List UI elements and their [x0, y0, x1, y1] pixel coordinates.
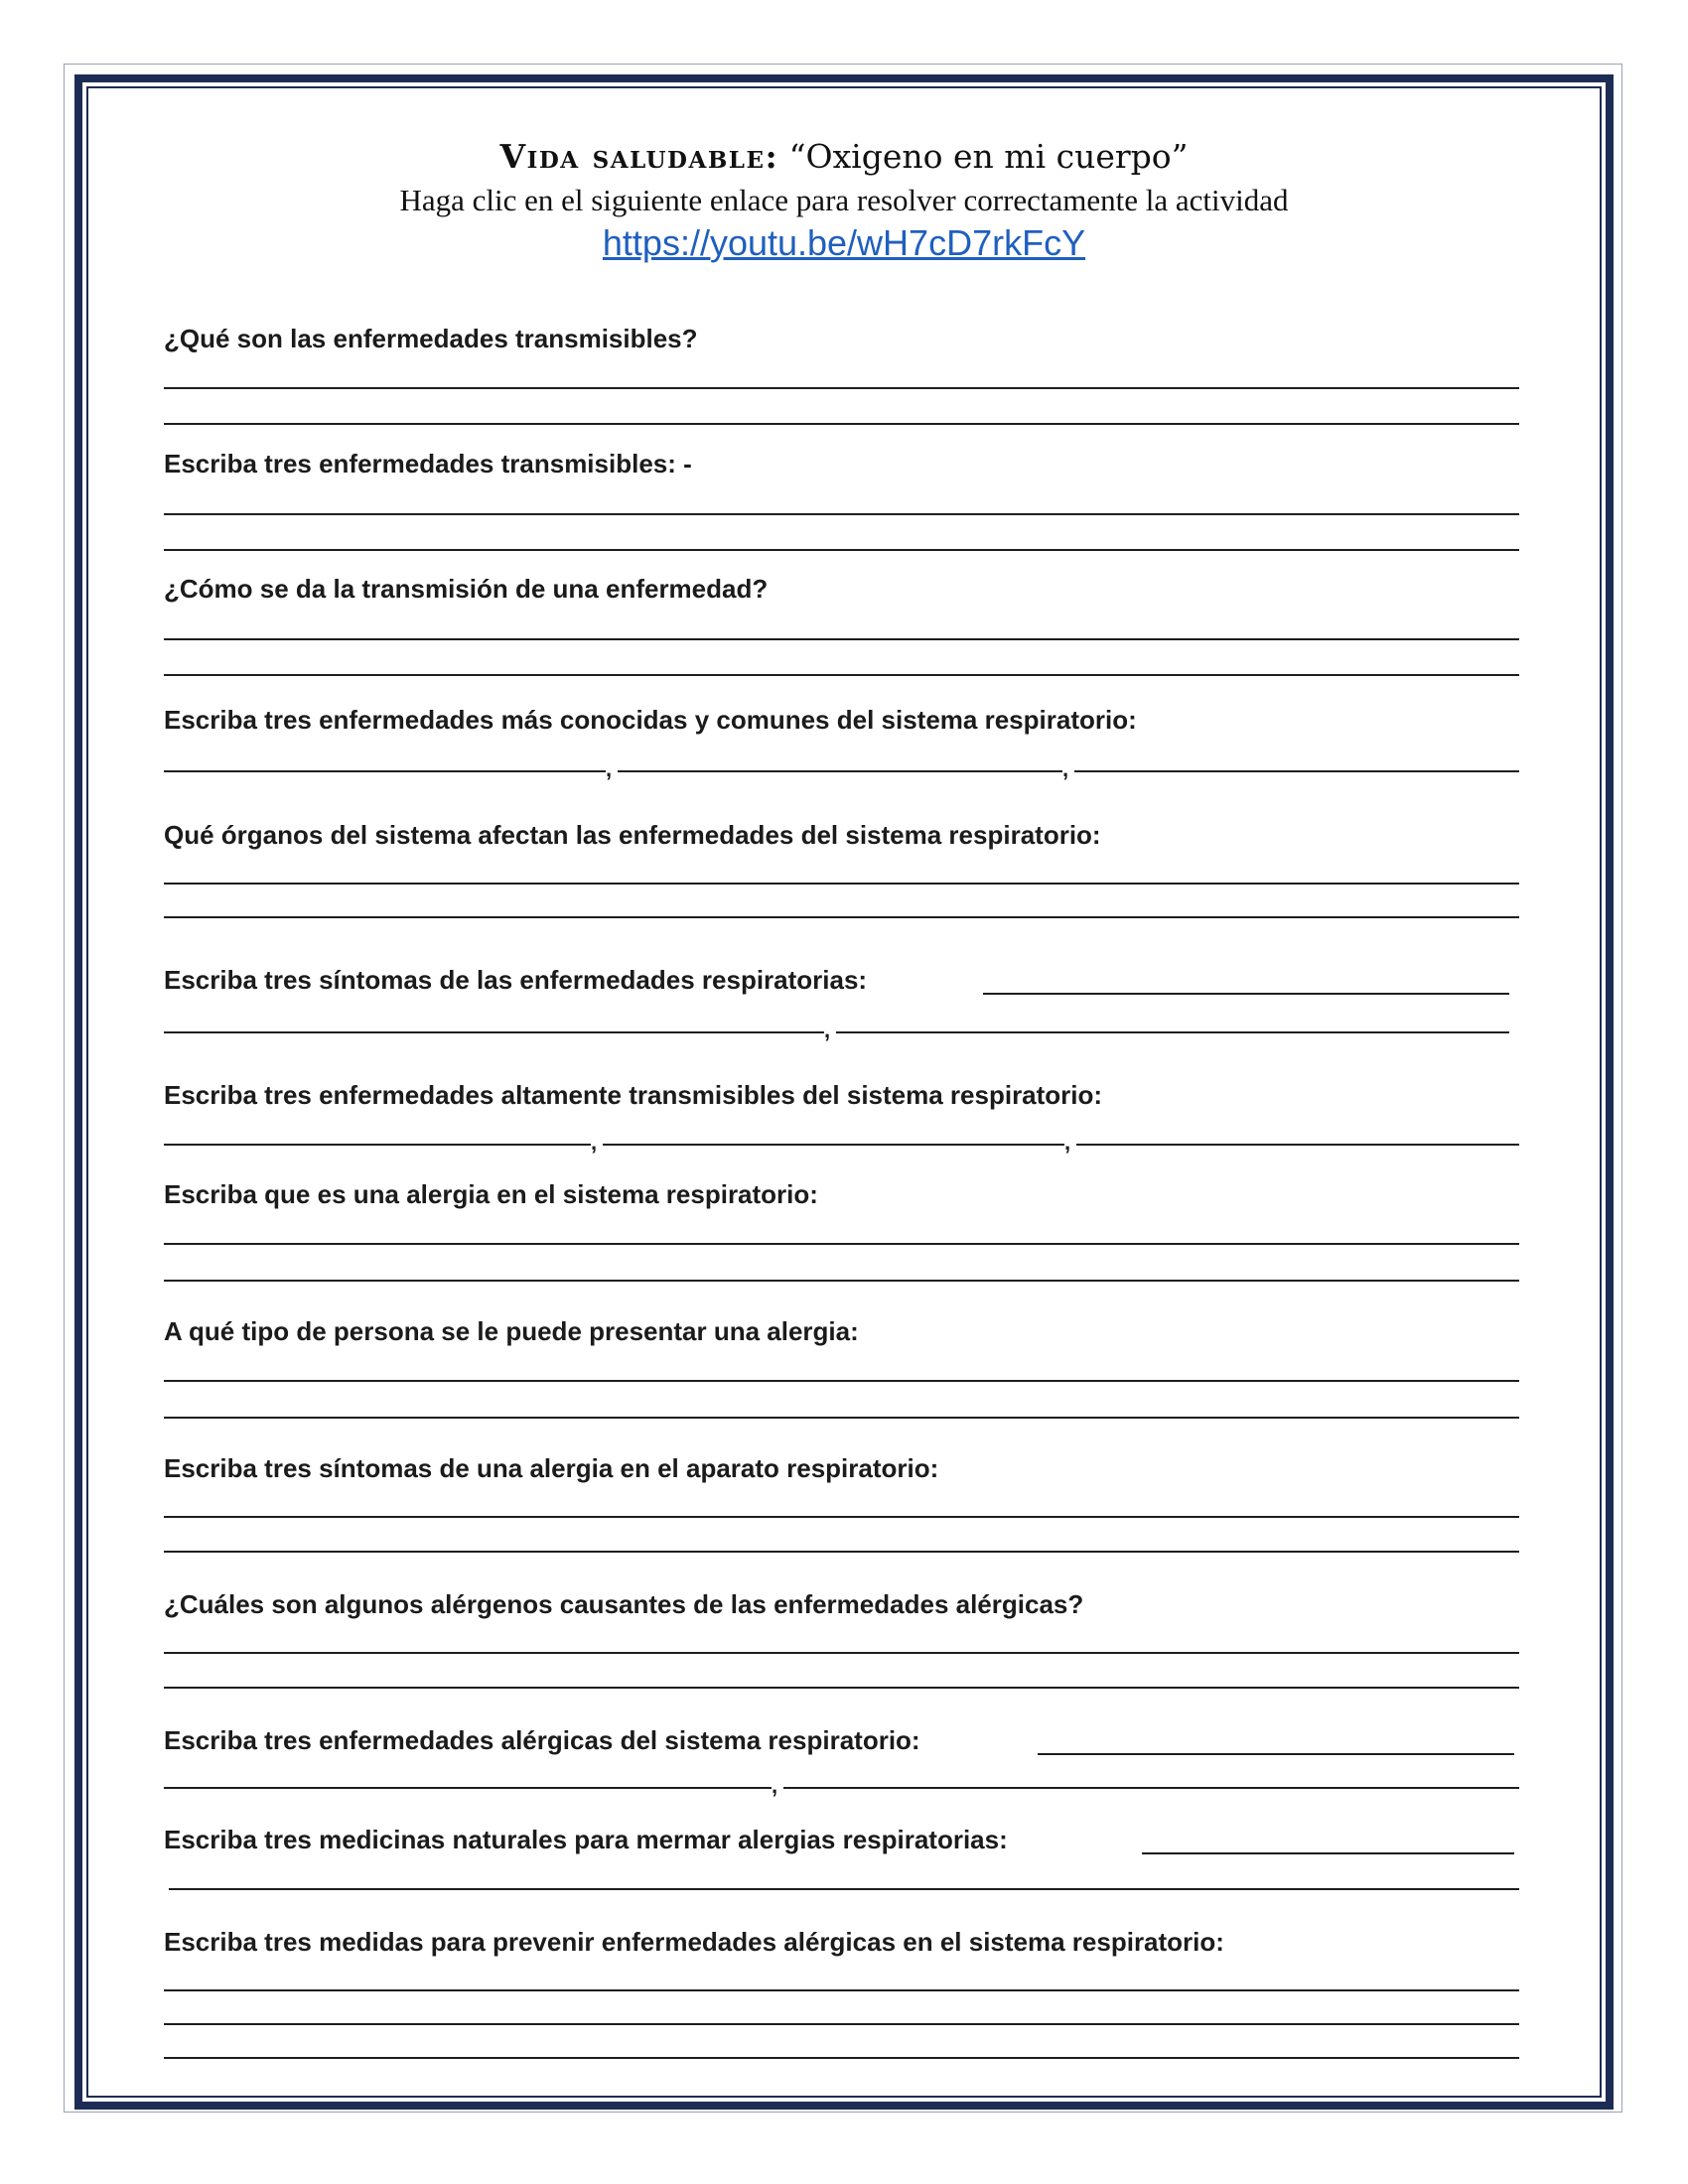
answer-line[interactable] — [164, 1144, 591, 1146]
answer-line[interactable] — [603, 1144, 1064, 1146]
answer-line[interactable] — [164, 1516, 1519, 1518]
answer-line[interactable] — [164, 1417, 1519, 1419]
video-link[interactable]: https://youtu.be/wH7cD7rkFcY — [602, 221, 1086, 263]
title-topic: Vida saludable: — [499, 137, 779, 176]
comma-separator: , — [1062, 756, 1069, 781]
question-7: Escriba tres enfermedades altamente transmisibles del sistema respiratorio: — [164, 1080, 1103, 1110]
answer-line[interactable] — [618, 770, 1062, 772]
comma-separator: , — [824, 1018, 831, 1042]
answer-line[interactable] — [164, 423, 1519, 425]
answer-line[interactable] — [983, 993, 1509, 995]
answer-line[interactable] — [164, 1787, 772, 1789]
worksheet-title — [99, 137, 1589, 177]
answer-line[interactable] — [164, 916, 1519, 918]
answer-line[interactable] — [164, 1989, 1519, 1991]
question-12: Escriba tres enfermedades alérgicas del sistema respiratorio: — [164, 1725, 920, 1755]
answer-line[interactable] — [164, 2023, 1519, 2025]
answer-line[interactable] — [164, 549, 1519, 551]
worksheet-header — [99, 137, 1589, 264]
comma-separator: , — [1064, 1130, 1071, 1155]
answer-line[interactable] — [164, 674, 1519, 676]
answer-line[interactable] — [1142, 1852, 1514, 1854]
question-1: ¿Qué son las enfermedades transmisibles? — [164, 324, 698, 353]
comma-separator: , — [591, 1130, 598, 1155]
answer-line[interactable] — [164, 638, 1519, 640]
question-5: Qué órganos del sistema afectan las enfermedades del sistema respiratorio: — [164, 820, 1101, 850]
question-9: A qué tipo de persona se le puede presentar una alergia: — [164, 1316, 859, 1346]
answer-line[interactable] — [164, 513, 1519, 515]
question-2: Escriba tres enfermedades transmisibles: - — [164, 449, 692, 478]
question-3: ¿Cómo se da la transmisión de una enfermedad? — [164, 574, 769, 604]
answer-line[interactable] — [164, 1280, 1519, 1282]
comma-separator: , — [772, 1773, 778, 1798]
answer-line[interactable] — [164, 883, 1519, 885]
answer-line[interactable] — [164, 1031, 824, 1033]
question-10: Escriba tres síntomas de una alergia en el aparato respiratorio: — [164, 1453, 939, 1483]
question-14: Escriba tres medidas para prevenir enfermedades alérgicas en el sistema respiratorio: — [164, 1927, 1224, 1957]
answer-line[interactable] — [783, 1787, 1519, 1789]
comma-separator: , — [606, 756, 613, 781]
answer-line[interactable] — [164, 1687, 1519, 1689]
answer-line[interactable] — [164, 1652, 1519, 1654]
answer-line[interactable] — [1074, 770, 1519, 772]
title-subject: “Oxigeno en mi cuerpo” — [778, 137, 1189, 176]
answer-line[interactable] — [164, 770, 606, 772]
answer-line[interactable] — [164, 2057, 1519, 2059]
question-6: Escriba tres síntomas de las enfermedades respiratorias: — [164, 965, 868, 995]
answer-line[interactable] — [164, 387, 1519, 389]
question-4: Escriba tres enfermedades más conocidas y comunes del sistema respiratorio: — [164, 705, 1137, 735]
answer-line[interactable] — [164, 1243, 1519, 1245]
answer-line[interactable] — [1038, 1753, 1514, 1755]
question-11: ¿Cuáles son algunos alérgenos causantes de las enfermedades alérgicas? — [164, 1589, 1084, 1619]
answer-line[interactable] — [164, 1551, 1519, 1553]
question-13: Escriba tres medicinas naturales para mermar alergias respiratorias: — [164, 1825, 1008, 1854]
answer-line[interactable] — [836, 1031, 1509, 1033]
answer-line[interactable] — [1076, 1144, 1519, 1146]
answer-line[interactable] — [164, 1380, 1519, 1382]
answer-line[interactable] — [169, 1888, 1519, 1890]
instruction-text: Haga clic en el siguiente enlace para resolver correctamente la actividad — [399, 182, 1289, 217]
question-8: Escriba que es una alergia en el sistema respiratorio: — [164, 1179, 818, 1209]
